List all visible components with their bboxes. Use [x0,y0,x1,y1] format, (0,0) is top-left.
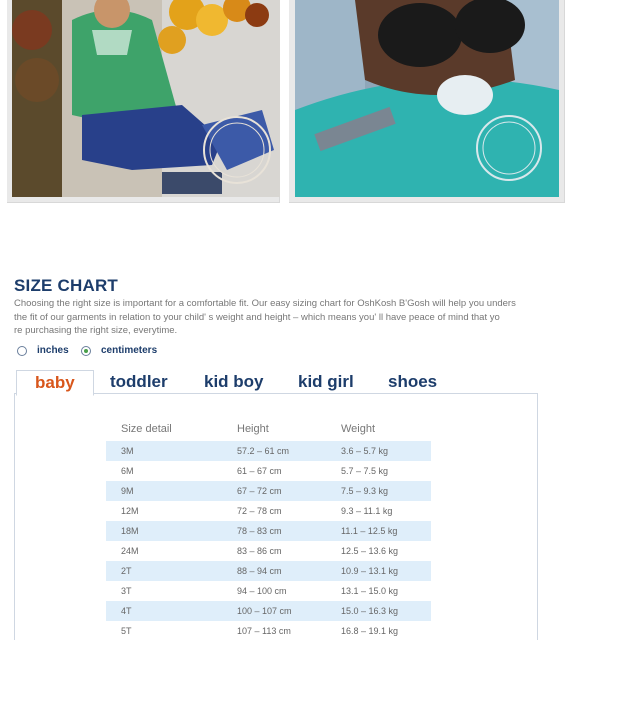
cell-height: 67 – 72 cm [237,486,282,496]
tab-baby[interactable]: baby [16,370,94,396]
cell-size: 5T [121,626,132,636]
category-tabs [16,370,536,394]
cell-size: 4T [121,606,132,616]
header-height: Height [237,423,269,435]
size-table [106,421,431,641]
centimeters-option[interactable] [81,345,157,356]
cell-size: 12M [121,506,139,516]
table-row [106,541,431,561]
cell-height: 94 – 100 cm [237,586,287,596]
cell-height: 88 – 94 cm [237,566,282,576]
cell-size: 6M [121,466,134,476]
cell-size: 9M [121,486,134,496]
table-row [106,461,431,481]
cell-weight: 16.8 – 19.1 kg [341,626,399,636]
inches-radio[interactable] [17,346,27,356]
centimeters-radio[interactable] [81,346,91,356]
description-line: the fit of our garments in relation to your child' s weight and height – which means you' ll have peace of mind that yo [14,311,500,323]
table-header [106,421,431,441]
description-line: re purchasing the right size, everytime. [14,325,178,336]
cell-weight: 10.9 – 13.1 kg [341,566,399,576]
cell-weight: 7.5 – 9.3 kg [341,486,389,496]
cell-weight: 3.6 – 5.7 kg [341,446,389,456]
tab-toddler[interactable]: toddler [110,372,168,391]
header-size: Size detail [121,423,172,435]
cell-height: 72 – 78 cm [237,506,282,516]
cell-weight: 15.0 – 16.3 kg [341,606,399,616]
size-chart-description [14,297,562,338]
cell-size: 3M [121,446,134,456]
centimeters-label: centimeters [101,345,158,356]
cell-size: 18M [121,526,139,536]
cell-weight: 11.1 – 12.5 kg [341,526,398,536]
cell-size: 3T [121,586,132,596]
table-row [106,481,431,501]
tab-kid-boy[interactable]: kid boy [204,372,264,391]
cell-weight: 9.3 – 11.1 kg [341,506,393,516]
table-row [106,621,431,641]
table-row [106,581,431,601]
table-row [106,441,431,461]
cell-height: 57.2 – 61 cm [237,446,290,456]
inches-label: inches [37,345,69,356]
cell-height: 107 – 113 cm [237,626,291,636]
photo-frame-right [289,0,565,203]
table-row [106,501,431,521]
cell-size: 24M [121,546,139,556]
cell-height: 100 – 107 cm [237,606,292,616]
cell-weight: 12.5 – 13.6 kg [341,546,399,556]
size-chart-title: SIZE CHART [14,276,118,295]
cell-weight: 5.7 – 7.5 kg [341,466,389,476]
tab-shoes[interactable]: shoes [388,372,438,391]
cell-height: 83 – 86 cm [237,546,282,556]
photo-toddler-green-hoodie [12,0,280,197]
cell-size: 2T [121,566,132,576]
table-row [106,521,431,541]
cell-height: 78 – 83 cm [237,526,282,536]
inches-option[interactable] [17,345,69,356]
table-row [106,601,431,621]
size-table-panel [14,393,538,640]
description-line: Choosing the right size is important for a comfortable fit. Our easy sizing chart for OshKosh B'Gosh will help you unders [14,298,516,309]
table-row [106,561,431,581]
cell-height: 61 – 67 cm [237,466,282,476]
photo-frame-left [7,0,280,203]
tab-kid-girl[interactable]: kid girl [298,372,354,391]
header-weight: Weight [341,423,376,435]
photo-baby-sunglasses [295,0,559,197]
cell-weight: 13.1 – 15.0 kg [341,586,399,596]
